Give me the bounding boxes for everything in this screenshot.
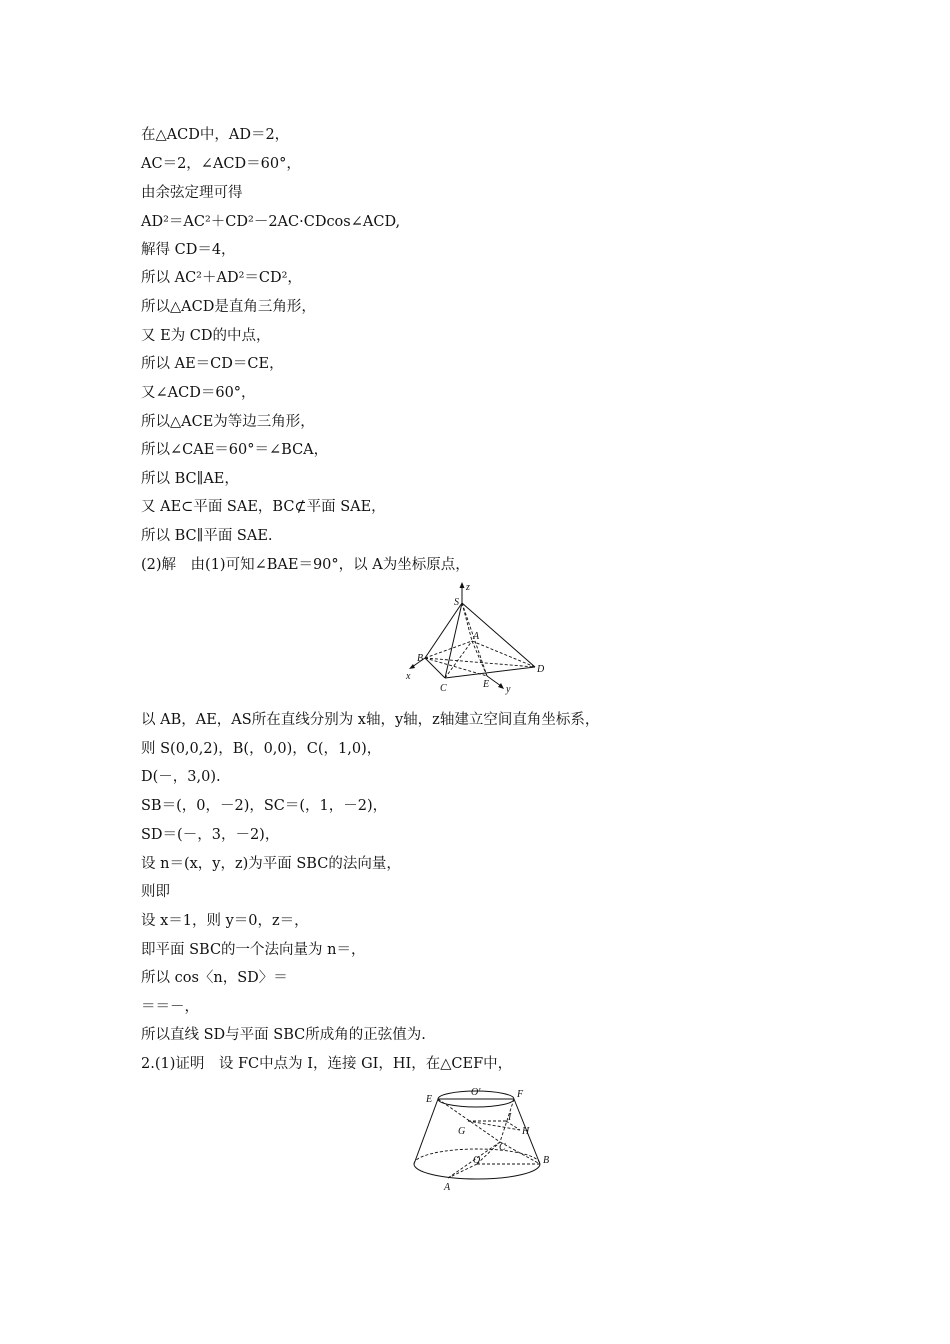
label-x: x bbox=[406, 671, 411, 682]
text-line: 所以 BC∥平面 SAE. bbox=[141, 528, 273, 544]
text-line: 在△ACD中，AD＝2， bbox=[141, 127, 290, 143]
text-line: 所以直线 SD与平面 SBC所成角的正弦值为. bbox=[141, 1027, 426, 1043]
text-line: AC＝2，∠ACD＝60°， bbox=[141, 156, 301, 172]
pyramid-figure bbox=[400, 581, 550, 699]
label-o: O bbox=[473, 1155, 481, 1166]
label-a: A bbox=[444, 1182, 451, 1193]
label-y: y bbox=[506, 684, 511, 695]
text-line: 由余弦定理可得 bbox=[141, 185, 243, 201]
text-line: 又 E为 CD的中点， bbox=[141, 328, 271, 344]
label-s: S bbox=[454, 597, 459, 608]
text-line: D(－，3,0). bbox=[141, 769, 221, 785]
label-b: B bbox=[543, 1155, 550, 1166]
text-line: SD＝(－，3，－2)， bbox=[141, 827, 280, 843]
label-d: D bbox=[537, 664, 545, 675]
text-line: 所以△ACE为等边三角形， bbox=[141, 414, 315, 430]
text-line: 所以 cos〈n，SD〉＝ bbox=[141, 970, 288, 986]
text-line: 以 AB，AE，AS所在直线分别为 x轴，y轴，z轴建立空间直角坐标系， bbox=[141, 712, 600, 728]
label-g: G bbox=[458, 1126, 466, 1137]
label-z: z bbox=[466, 582, 470, 593]
label-a: A bbox=[473, 631, 480, 642]
text-line: 解得 CD＝4， bbox=[141, 242, 236, 258]
text-line: 2.(1)证明 设 FC中点为 I，连接 GI，HI，在△CEF中， bbox=[141, 1056, 513, 1072]
text-line: 所以△ACD是直角三角形， bbox=[141, 299, 316, 315]
text-line: (2)解 由(1)可知∠BAE＝90°，以 A为坐标原点， bbox=[141, 557, 470, 573]
text-line: 又∠ACD＝60°， bbox=[141, 385, 256, 401]
label-c: C bbox=[499, 1142, 506, 1153]
text-line: SB＝(，0，－2)，SC＝(，1，－2)， bbox=[141, 798, 388, 814]
label-e: E bbox=[483, 679, 490, 690]
label-e: E bbox=[426, 1094, 433, 1105]
text-line: 所以 BC∥AE， bbox=[141, 471, 239, 487]
text-line: 则即 bbox=[141, 884, 170, 900]
label-i: I bbox=[508, 1112, 512, 1123]
text-line: 所以 AC²＋AD²＝CD²， bbox=[141, 270, 302, 286]
label-f: F bbox=[517, 1089, 524, 1100]
text-line: 所以 AE＝CD＝CE， bbox=[141, 356, 284, 372]
text-line: 设 x＝1，则 y＝0，z＝， bbox=[141, 913, 309, 929]
label-h: H bbox=[522, 1126, 530, 1137]
text-line: AD²＝AC²＋CD²－2AC·CDcos∠ACD, bbox=[141, 214, 401, 230]
label-o-prime: O′ bbox=[471, 1087, 481, 1098]
label-b: B bbox=[417, 653, 424, 664]
text-line: 又 AE⊂平面 SAE，BC⊄平面 SAE， bbox=[141, 499, 386, 515]
frustum-figure bbox=[402, 1084, 552, 1194]
text-line: 设 n＝(x，y，z)为平面 SBC的法向量， bbox=[141, 856, 401, 872]
text-line: 则 S(0,0,2)，B(，0,0)，C(，1,0)， bbox=[141, 741, 382, 757]
text-line: 即平面 SBC的一个法向量为 n＝， bbox=[141, 942, 366, 958]
label-c: C bbox=[440, 683, 447, 694]
text-line: 所以∠CAE＝60°＝∠BCA， bbox=[141, 442, 329, 458]
text-line: ＝＝－， bbox=[141, 999, 199, 1015]
